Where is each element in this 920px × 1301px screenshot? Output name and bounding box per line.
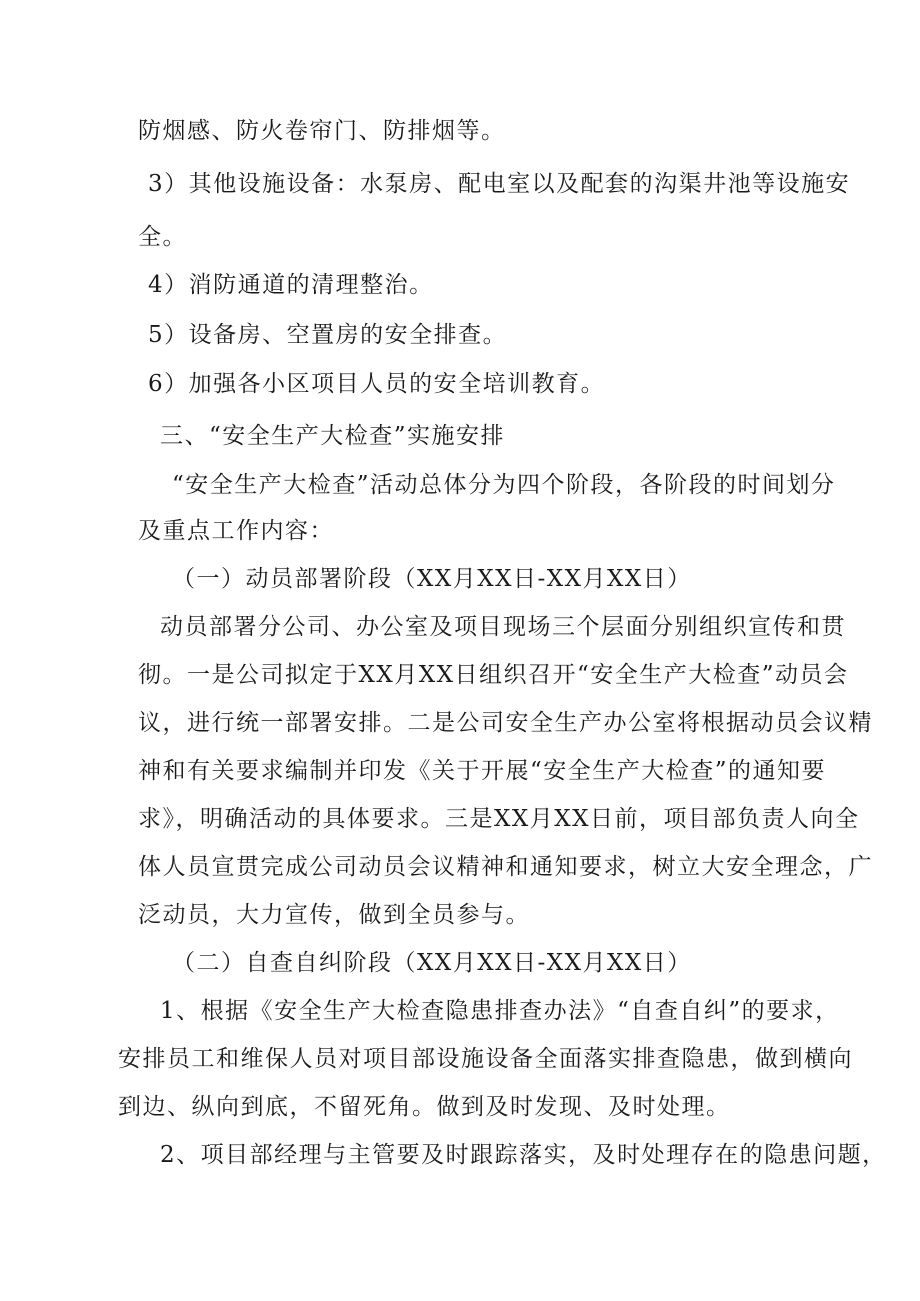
text-line: 求》，明确活动的具体要求。三是XX月XX日前，项目部负责人向全 [138,806,860,832]
subsection-heading: （一）动员部署阶段（XX月XX日-XX月XX日） [172,566,692,592]
text-line: 及重点工作内容： [138,518,334,544]
text-line: 3）其他设施设备：水泵房、配电室以及配套的沟渠井池等设施安 [148,171,851,197]
text-line: 动员部署分公司、办公室及项目现场三个层面分别组织宣传和贯 [160,614,846,640]
text-line: 彻。一是公司拟定于XX月XX日组织召开“安全生产大检查”动员会 [138,662,849,688]
text-line: 防烟感、防火卷帘门、防排烟等。 [138,118,506,144]
text-line: 6）加强各小区项目人员的安全培训教育。 [148,371,606,397]
subsection-heading: （二）自查自纠阶段（XX月XX日-XX月XX日） [172,950,692,976]
text-line: “安全生产大检查”活动总体分为四个阶段，各阶段的时间划分 [172,472,836,498]
section-heading: 三、“安全生产大检查”实施安排 [160,423,506,449]
text-line: 神和有关要求编制并印发《关于开展“安全生产大检查”的通知要 [138,758,827,784]
text-line: 1、根据《安全生产大检查隐患排查办法》“自查自纠”的要求， [160,998,840,1024]
text-line: 2、项目部经理与主管要及时跟踪落实，及时处理存在的隐患问题， [160,1142,887,1168]
text-line: 5）设备房、空置房的安全排查。 [148,322,508,348]
text-line: 议，进行统一部署安排。二是公司安全生产办公室将根据动员会议精 [138,710,873,736]
text-line: 安排员工和维保人员对项目部设施设备全面落实排查隐患，做到横向 [118,1046,853,1072]
text-line: 泛动员，大力宣传，做到全员参与。 [138,902,530,928]
text-line: 4）消防通道的清理整治。 [148,272,434,298]
text-line: 到边、纵向到底，不留死角。做到及时发现、及时处理。 [118,1094,731,1120]
text-line: 全。 [138,224,187,250]
text-line: 体人员宣贯完成公司动员会议精神和通知要求，树立大安全理念，广 [138,854,873,880]
